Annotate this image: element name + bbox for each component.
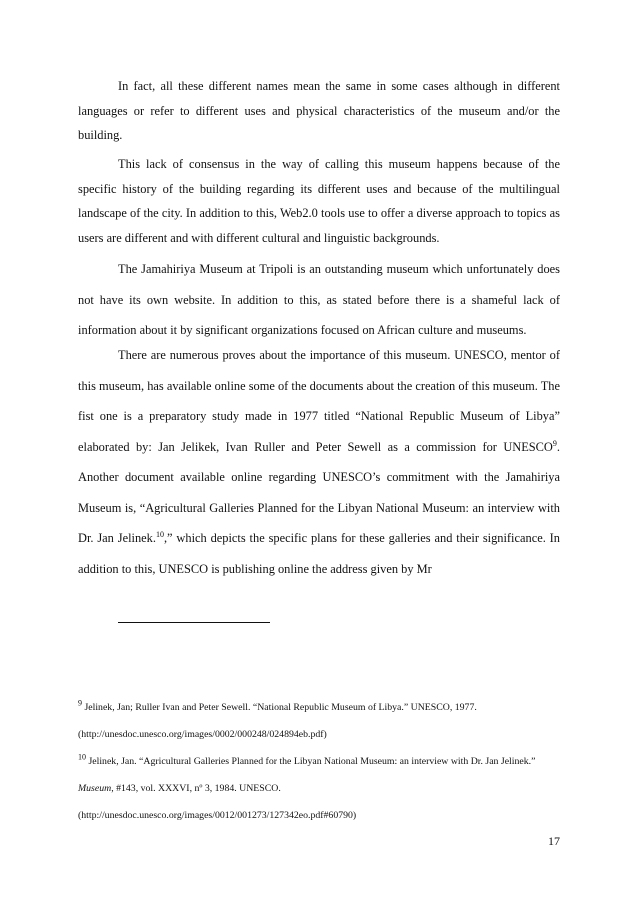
footnote-9: $^9$ Jelinek, Jan; Ruller Ivan and Peter Sewell. “National Republic Museum of Libya.” UNESCO, 1977. (http://unesdoc.unesco.org/images/0002/000248/024894eb.pdf) — [78, 698, 477, 740]
footnote-9-url[interactable]: (http://unesdoc.unesco.org/images/0002/000248/024894eb.pdf) — [78, 729, 327, 740]
page-number: 17 — [548, 834, 560, 848]
paragraph-lack-of-consensus: This lack of consensus in the way of calling this museum happens because of the specific history of the building regarding its different uses and because of the multilingual landscape of the city. In addition to this, Web2.0 tools use to offer a diverse approach to topics as users are different and with different cultural and linguistic backgrounds. — [78, 157, 560, 245]
footnote-10-url[interactable]: (http://unesdoc.unesco.org/images/0012/001273/127342eo.pdf#60790) — [78, 810, 357, 821]
footnote-ref-9[interactable]: 9 — [552, 438, 557, 448]
footnote-separator — [118, 622, 270, 623]
paragraph-jamahiriya-museum: The Jamahiriya Museum at Tripoli is an outstanding museum which unfortunately does not have its own website. In addition to this, as stated before there is a shameful lack of information about it by significant organizations focused on African culture and museums. — [78, 262, 560, 337]
footnote-marker-9: 9 — [78, 698, 82, 708]
footnote-10: $^{10}$ Jelinek, Jan. “Agricultural Galleries Planned for the Libyan National Museum: an interview with Dr. Jan Jelinek.” Museum, #143, vol. XXXVI, nº 3, 1984. UNESCO. (http://unesdoc.unesco.org/images/0012/001273/127342eo.pdf#60790) — [78, 752, 536, 821]
paragraph-names-meaning: In fact, all these different names mean the same in some cases although in different languages or refer to different uses and physical characteristics of the museum and/or the building. — [78, 79, 560, 142]
paragraph-unesco-documents: There are numerous proves about the importance of this museum. UNESCO, mentor of this museum, has available online some of the documents about the creation of this museum. The fist one is a preparatory study made in 1977 titled “National Republic Museum of Libya” elaborated by: Jan Jelikek, Ivan Ruller and Peter Sewell as a commission for UNESCO$^9$. Another document available online regarding UNESCO’s commitment with the Jamahiriya Museum is, “Agricultural Galleries Planned for the Libyan National Museum: an interview with Dr. Jan Jelinek.$^{10}$,” which depicts the specific plans for these galleries and their significance. In addition to this, UNESCO is publishing online the address given by Mr — [78, 348, 560, 576]
footnote-ref-10[interactable]: 10 — [155, 529, 164, 539]
journal-title: Museum — [78, 783, 112, 794]
footnote-marker-10: 10 — [78, 752, 86, 762]
